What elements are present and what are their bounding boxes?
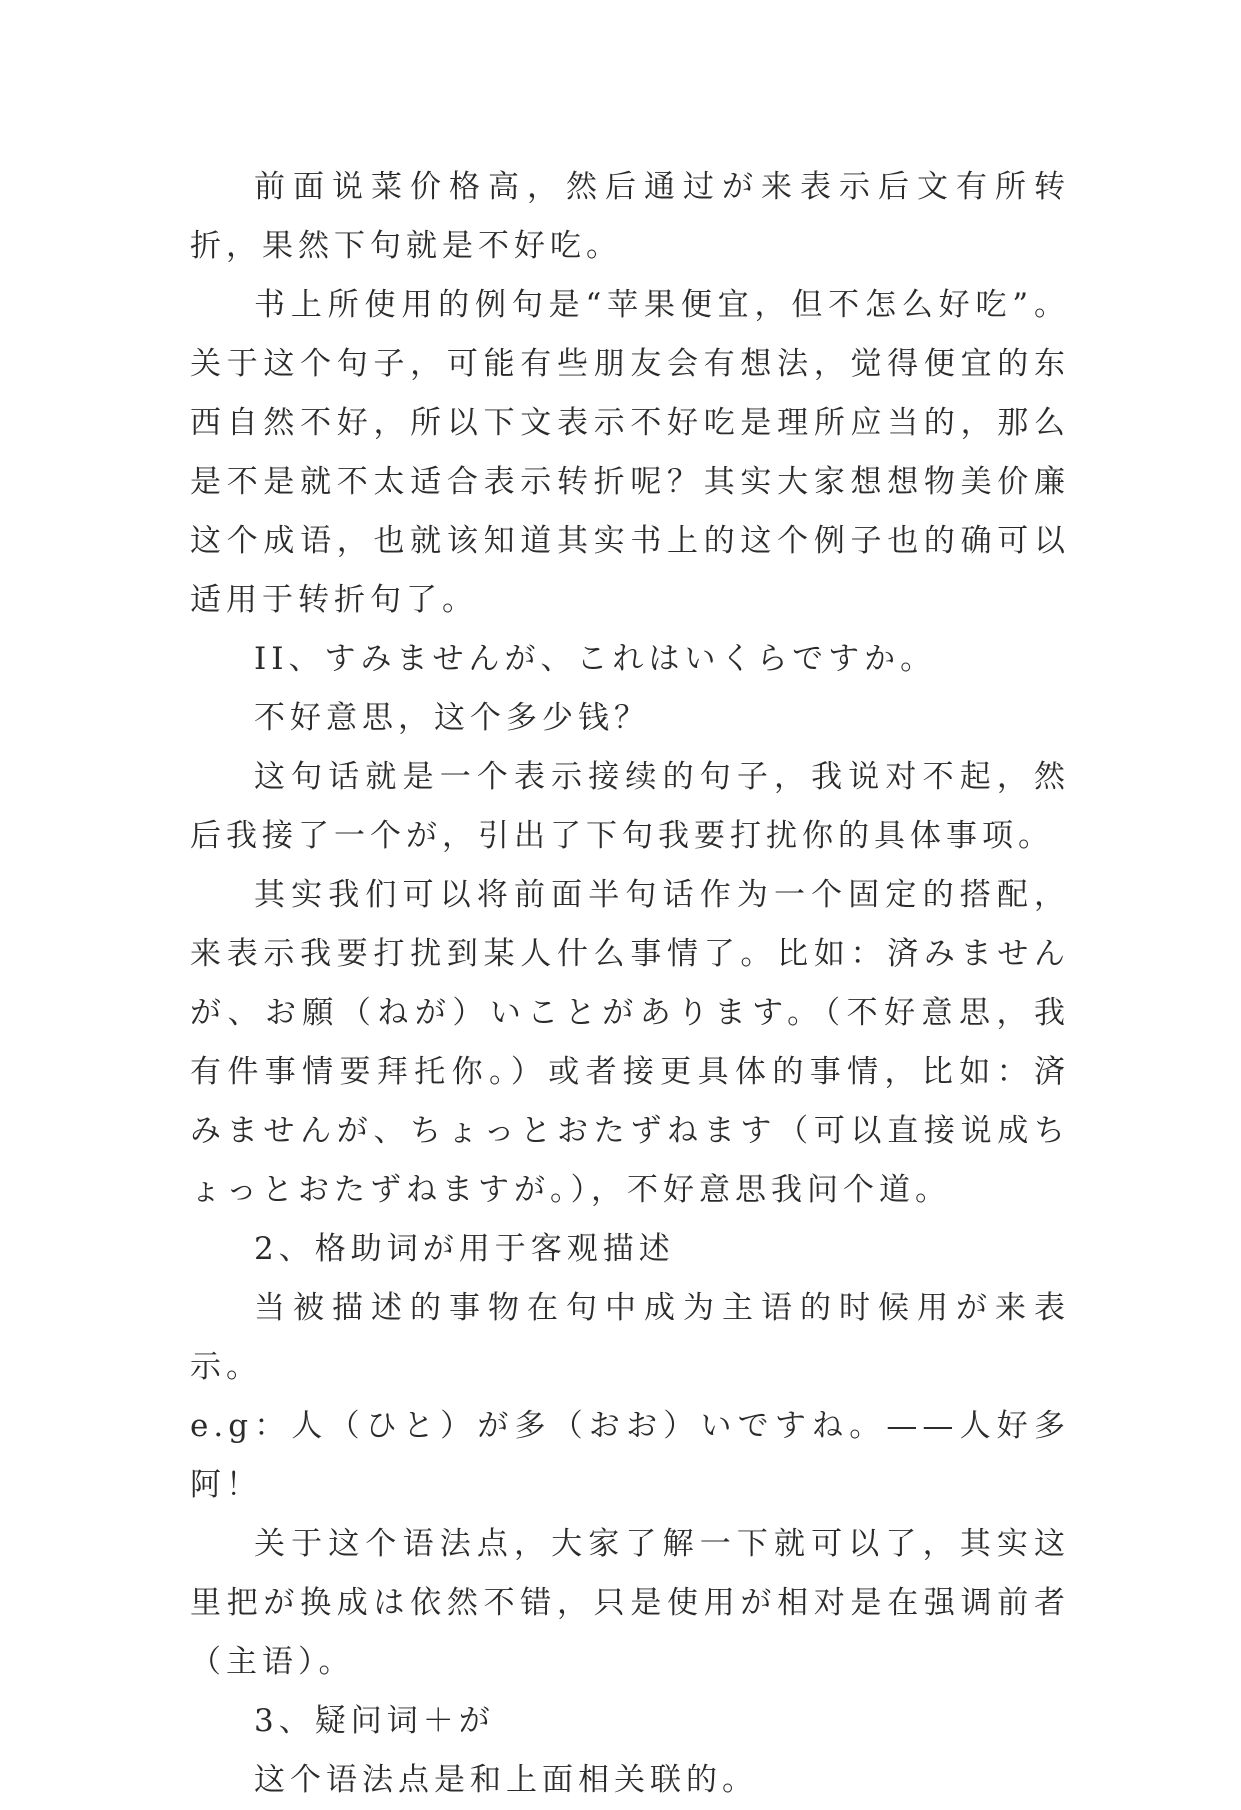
paragraph: 这句话就是一个表示接续的句子，我说对不起，然后我接了一个が，引出了下句我要打扰你的具体事项。 — [190, 759, 1070, 854]
paragraph: 这个语法点是和上面相关联的。 — [254, 1762, 758, 1798]
paragraph: 前面说菜价格高，然后通过が来表示后文有所转折，果然下句就是不好吃。 — [190, 169, 1070, 264]
paragraph-heading-ii: II、すみませんが、これはいくらですか。 — [254, 641, 937, 677]
paragraph: 不好意思，这个多少钱？ — [254, 700, 650, 736]
document-body — [190, 158, 1070, 1810]
section-heading-2: 2、格助词が用于客观描述 — [254, 1231, 675, 1267]
section-heading-3: 3、疑问词＋が — [254, 1703, 495, 1739]
example-sentence: e.g：人（ひと）が多（おお）いですね。——人好多阿！ — [190, 1408, 1070, 1503]
paragraph: 其实我们可以将前面半句话作为一个固定的搭配，来表示我要打扰到某人什么事情了。比如：済みませんが、お願（ねが）いことがあります。（不好意思，我有件事情要拜托你。）或者接更具体的事情，比如：済みませんが、ちょっとおたずねます（可以直接说成ちょっとおたずねますが。），不好意思我问个道。 — [190, 877, 1070, 1208]
paragraph: 书上所使用的例句是“苹果便宜，但不怎么好吃”。关于这个句子，可能有些朋友会有想法，觉得便宜的东西自然不好，所以下文表示不好吃是理所应当的，那么是不是就不太适合表示转折呢？其实大家想想物美价廉这个成语，也就该知道其实书上的这个例子也的确可以适用于转折句了。 — [190, 287, 1070, 618]
paragraph: 关于这个语法点，大家了解一下就可以了，其实这里把が换成は依然不错，只是使用が相对是在强调前者（主语）。 — [190, 1526, 1070, 1680]
paragraph: 当被描述的事物在句中成为主语的时候用が来表示。 — [190, 1290, 1070, 1385]
